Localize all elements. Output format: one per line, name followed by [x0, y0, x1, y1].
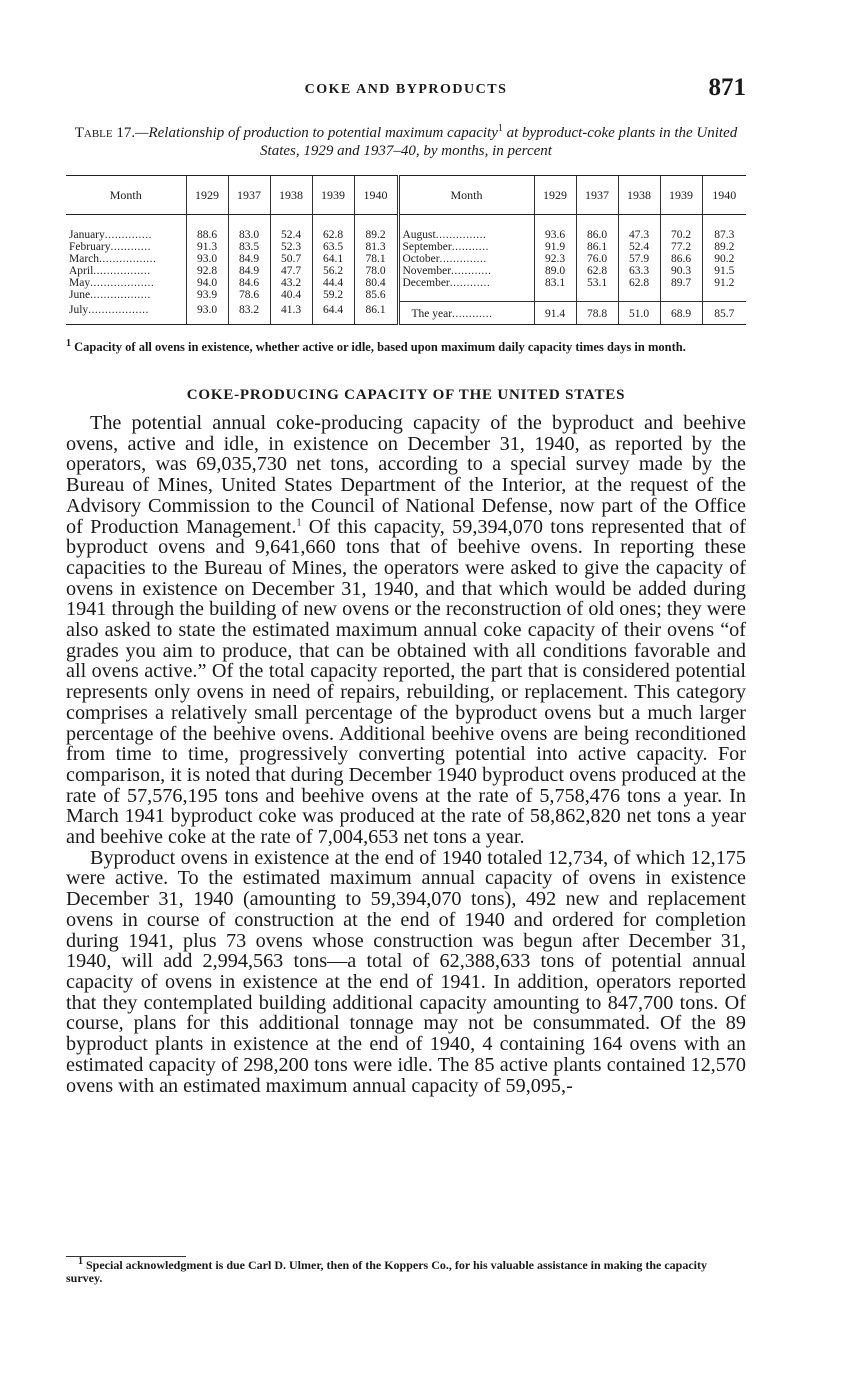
month-cell: [398, 289, 534, 301]
table-row: [66, 289, 746, 301]
value-cell: [576, 289, 618, 301]
value-cell: 90.3: [660, 265, 702, 277]
value-cell: 64.4: [312, 301, 354, 324]
column-header: 1929: [186, 176, 228, 215]
value-cell: 78.8: [576, 301, 618, 324]
value-cell: 93.6: [534, 215, 576, 242]
value-cell: 47.7: [270, 265, 312, 277]
value-cell: 76.0: [576, 253, 618, 265]
value-cell: 81.3: [354, 241, 398, 253]
value-cell: 90.2: [702, 253, 746, 265]
value-cell: 91.2: [702, 277, 746, 289]
value-cell: 52.4: [270, 215, 312, 242]
value-cell: 93.0: [186, 253, 228, 265]
value-cell: 78.0: [354, 265, 398, 277]
value-cell: 80.4: [354, 277, 398, 289]
table-footnote-text: Capacity of all ovens in existence, whether active or idle, based upon maximum daily capacity times days in month.: [74, 340, 686, 354]
value-cell: 56.2: [312, 265, 354, 277]
value-cell: 52.4: [618, 241, 660, 253]
month-cell: November............: [398, 265, 534, 277]
footnote-rule: [66, 1256, 186, 1257]
running-head: [66, 74, 746, 104]
table-row: [66, 215, 746, 242]
month-cell: March.................: [69, 253, 157, 265]
table-body: [66, 215, 746, 325]
value-cell: 63.3: [618, 265, 660, 277]
page-number: 871: [708, 74, 746, 101]
value-cell: 40.4: [270, 289, 312, 301]
paragraph: [66, 413, 746, 848]
month-cell: May...................: [69, 277, 155, 289]
table-footnote: [66, 337, 746, 354]
leader-dots: ............: [452, 307, 493, 320]
leader-dots: ..............: [104, 229, 153, 241]
column-header: Month: [66, 176, 186, 215]
month-cell: April.................: [69, 265, 151, 277]
value-cell: 62.8: [618, 277, 660, 289]
paragraph-text: Of this capacity, 59,394,070 tons represented that of byproduct ovens and 9,641,660 tons that of beehive ovens. In reporting these capacities to the Bureau of Mines, the operators were asked to give the capacity of ovens in existence on December 31, 1940, and that which would be added during 1941 through the building of new ovens or the reconstruction of old ones; they were also asked to state the estimated maximum annual coke capacity of their ovens “of grades you aim to produce, that can be obtained with all conditions favorable and all ovens active.” Of the total capacity reported, the part that is considered potential represents only ovens in need of repairs, rebuilding, or replacement. This category comprises a relatively small percentage of the byproduct ovens but a much larger percentage of the beehive ovens. Additional beehive ovens are being reconditioned from time to time, progressively converting potential into active capacity. For comparison, it is noted that during December 1940 byproduct ovens produced at the rate of 57,576,195 tons and beehive ovens at the rate of 5,758,476 tons a year. In March 1941 byproduct coke was produced at the rate of 58,862,820 net tons a year and beehive coke at the rate of 7,004,653 net tons a year.: [66, 515, 746, 849]
month-cell: August...............: [398, 215, 534, 242]
value-cell: 93.9: [186, 289, 228, 301]
value-cell: 50.7: [270, 253, 312, 265]
leader-dots: ..............: [439, 253, 487, 265]
table-caption-footnote-ref: 1: [497, 123, 503, 134]
column-header: 1939: [660, 176, 702, 215]
column-header: 1929: [534, 176, 576, 215]
page-footnote: [66, 1256, 746, 1285]
value-cell: 52.3: [270, 241, 312, 253]
value-cell: 91.4: [534, 301, 576, 324]
value-cell: 86.1: [576, 241, 618, 253]
value-cell: 63.5: [312, 241, 354, 253]
column-header: 1937: [576, 176, 618, 215]
value-cell: 86.6: [660, 253, 702, 265]
value-cell: 94.0: [186, 277, 228, 289]
value-cell: 77.2: [660, 241, 702, 253]
table-row: [66, 277, 746, 289]
value-cell: 92.3: [534, 253, 576, 265]
leader-dots: .................: [93, 265, 151, 277]
paragraph-text: The potential annual coke-producing capacity of the byproduct and beehive ovens, active and idle, in existence on December 31, 1940, as reported by the operators, was 69,035,730 net tons, according to a special survey made by the Bureau of Mines, United States Department of the Interior, at the request of the Advisory Commission to the Council of National Defense, now part of the Office of Production Management.: [66, 412, 746, 538]
value-cell: 93.0: [186, 301, 228, 324]
table-footnote-marker: 1: [66, 337, 71, 349]
value-cell: 86.0: [576, 215, 618, 242]
value-cell: 91.9: [534, 241, 576, 253]
month-cell: October..............: [398, 253, 534, 265]
value-cell: [702, 289, 746, 301]
table-row: [66, 265, 746, 277]
page-footnote-marker: 1: [78, 1256, 83, 1267]
column-header: 1940: [702, 176, 746, 215]
value-cell: 85.6: [354, 289, 398, 301]
value-cell: 83.2: [228, 301, 270, 324]
value-cell: 57.9: [618, 253, 660, 265]
value-cell: 64.1: [312, 253, 354, 265]
value-cell: 89.2: [354, 215, 398, 242]
value-cell: 84.6: [228, 277, 270, 289]
value-cell: 83.5: [228, 241, 270, 253]
table-header-row: [66, 176, 746, 215]
leader-dots: ..................: [88, 304, 149, 317]
value-cell: 91.5: [702, 265, 746, 277]
leader-dots: ...........: [451, 241, 489, 253]
month-cell: The year............: [398, 301, 534, 324]
table-caption-text-cont: at byproduct-coke plants in the United States, 1929 and 1937–40, by months, in percent: [260, 125, 738, 159]
month-cell: February............: [69, 241, 152, 253]
capacity-table: [66, 175, 746, 325]
value-cell: 59.2: [312, 289, 354, 301]
footnote-ref: 1: [296, 516, 302, 528]
column-header: 1940: [354, 176, 398, 215]
column-header: Month: [398, 176, 534, 215]
table-row: [66, 301, 746, 324]
leader-dots: ...................: [90, 277, 155, 289]
leader-dots: ............: [451, 265, 492, 277]
value-cell: 62.8: [576, 265, 618, 277]
body-text: [66, 413, 746, 1096]
running-title: COKE AND BYPRODUCTS: [304, 82, 508, 97]
leader-dots: ............: [110, 241, 152, 253]
value-cell: 43.2: [270, 277, 312, 289]
table-row: [66, 241, 746, 253]
leader-dots: ...............: [435, 229, 487, 241]
value-cell: 89.0: [534, 265, 576, 277]
value-cell: 91.3: [186, 241, 228, 253]
month-cell: June..................: [69, 289, 151, 301]
month-cell: December............: [398, 277, 534, 289]
table-row: [66, 253, 746, 265]
value-cell: 53.1: [576, 277, 618, 289]
value-cell: 83.1: [534, 277, 576, 289]
value-cell: [534, 289, 576, 301]
page-footnote-text: Special acknowledgment is due Carl D. Ulmer, then of the Koppers Co., for his valuable assistance in making the capacity survey.: [66, 1258, 708, 1285]
leader-dots: .................: [99, 253, 157, 265]
value-cell: [618, 289, 660, 301]
table-label: Table 17.: [74, 125, 136, 141]
table-caption: [66, 124, 746, 160]
value-cell: 41.3: [270, 301, 312, 324]
table-caption-text: —Relationship of production to potential maximum capacity: [135, 125, 498, 141]
value-cell: 44.4: [312, 277, 354, 289]
value-cell: [660, 289, 702, 301]
value-cell: 83.0: [228, 215, 270, 242]
value-cell: 84.9: [228, 253, 270, 265]
value-cell: 85.7: [702, 301, 746, 324]
value-cell: 89.2: [702, 241, 746, 253]
paragraph: Byproduct ovens in existence at the end of 1940 totaled 12,734, of which 12,175 were active. To the estimated maximum annual capacity of ovens in existence December 31, 1940 (amounting to 59,394,070 tons), 492 new and replacement ovens in course of construction at the end of 1940 and ordered for completion during 1941, plus 73 ovens whose construction was begun after December 31, 1940, will add 2,994,563 tons—a total of 62,388,633 tons of potential annual capacity of ovens in existence at the end of 1941. In addition, operators reported that they contemplated building additional capacity amounting to 847,700 tons. Of course, plans for this additional tonnage may not be consummated. Of the 89 byproduct plants in existence at the end of 1940, 4 containing 164 ovens with an estimated capacity of 298,200 tons were idle. The 85 active plants contained 12,570 ovens with an estimated maximum annual capacity of 59,095,-: [66, 846, 746, 1097]
value-cell: 84.9: [228, 265, 270, 277]
column-header: 1939: [312, 176, 354, 215]
value-cell: 78.1: [354, 253, 398, 265]
leader-dots: ............: [449, 277, 491, 289]
value-cell: 86.1: [354, 301, 398, 324]
value-cell: 51.0: [618, 301, 660, 324]
value-cell: 92.8: [186, 265, 228, 277]
column-header: 1937: [228, 176, 270, 215]
value-cell: 68.9: [660, 301, 702, 324]
month-cell: July..................: [66, 301, 186, 324]
value-cell: 89.7: [660, 277, 702, 289]
month-cell: January..............: [69, 229, 153, 241]
value-cell: 78.6: [228, 289, 270, 301]
value-cell: 47.3: [618, 215, 660, 242]
value-cell: 70.2: [660, 215, 702, 242]
value-cell: 87.3: [702, 215, 746, 242]
value-cell: 88.6: [186, 215, 228, 242]
column-header: 1938: [618, 176, 660, 215]
column-header: 1938: [270, 176, 312, 215]
value-cell: 62.8: [312, 215, 354, 242]
leader-dots: ..................: [90, 289, 151, 301]
month-cell: September...........: [398, 241, 534, 253]
section-heading: COKE-PRODUCING CAPACITY OF THE UNITED STATES: [186, 387, 626, 403]
